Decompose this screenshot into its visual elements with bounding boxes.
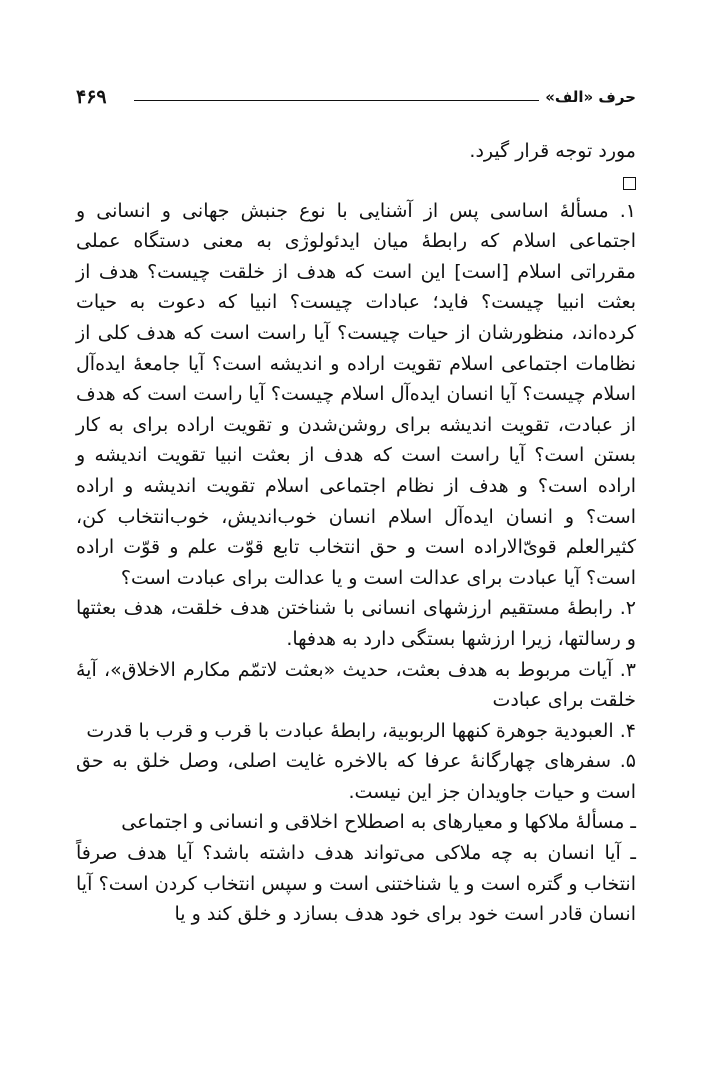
square-section-mark-icon <box>623 177 636 190</box>
paragraph-criteria: ـ مسألۀ ملاکها و معیارهای به اصطلاح اخلاقی و انسانی و اجتماعی <box>121 811 636 834</box>
paragraph-4: ۴. العبودیة جوهرة کنهها الربوبیة، رابطۀ عبادت با قرب و قرب با قدرت <box>86 719 636 742</box>
header-rule <box>134 100 546 101</box>
paragraph-question: ـ آیا انسان به چه ملاکی می‌تواند هدف داشته باشد؟ آیا هدف صرفاً انتخاب و گتره است و یا شناختنی است و سپس انتخاب کردن است؟ آیا انسان قادر است خود برای خود هدف بسازد و خلق کند و یا <box>76 842 636 926</box>
paragraph-1: ۱. مسألۀ اساسی پس از آشنایی با نوع جنبش جهانی و انسانی و اجتماعی اسلام که رابطۀ میان ایدئولوژی به معنی دستگاه عملی مقرراتی اسلام [است] این است که هدف از خلقت چیست؟ هدف از بعثت انبیا چیست؟ فاید؛ عبادات چیست؟ انبیا که دعوت به حیات کرده‌اند، منظورشان از حیات چیست؟ آیا راست است که هدف کلی از نظامات اجتماعی اسلام تقویت اراده و اندیشه است؟ آیا جامعۀ ایده‌آل اسلام چیست؟ آیا انسان ایده‌آل اسلام چیست؟ آیا راست است که هدف از عبادت، تقویت اندیشه برای روشن‌شدن و تقویت اراده برای به کار بستن است؟ آیا راست است که هدف از بعثت انبیا تقویت اندیشه و اراده است؟ و هدف از نظام اجتماعی اسلام تقویت اندیشه و اراده است؟ و انسان ایده‌آل اسلام انسان خوب‌اندیش‌، خوب‌انتخاب کن، کثیرالعلم قویّ‌الاراده است و حق انتخاب تابع قوّت علم و قوّت اراده است؟ آیا عبادت برای عدالت است و یا عدالت برای عبادت است؟ <box>76 199 636 589</box>
running-section-title: حرف «الف» <box>539 88 636 106</box>
paragraph-2: ۲. رابطۀ مستقیم ارزشهای انسانی با شناختن هدف خلقت، هدف بعثتها و رسالتها، زیرا ارزشها بستگی دارد به هدفها. <box>76 597 636 650</box>
running-header <box>76 86 636 114</box>
opening-line: مورد توجه قرار گیرد. <box>469 140 636 162</box>
paragraph-5: ۵. سفرهای چهارگانۀ عرفا که بالاخره غایت اصلی، وصل خلق به حق است و حیات جاویدان جز این نیست. <box>76 750 636 803</box>
paragraph-3: ۳. آیات مربوط به هدف بعثت، حدیث «بعثت لاتمّم مکارم الاخلاق»، آیۀ خلقت برای عبادت <box>76 658 636 712</box>
page-number: ۴۶۹ <box>76 86 107 108</box>
page-body <box>76 136 636 930</box>
document-page <box>76 86 636 930</box>
